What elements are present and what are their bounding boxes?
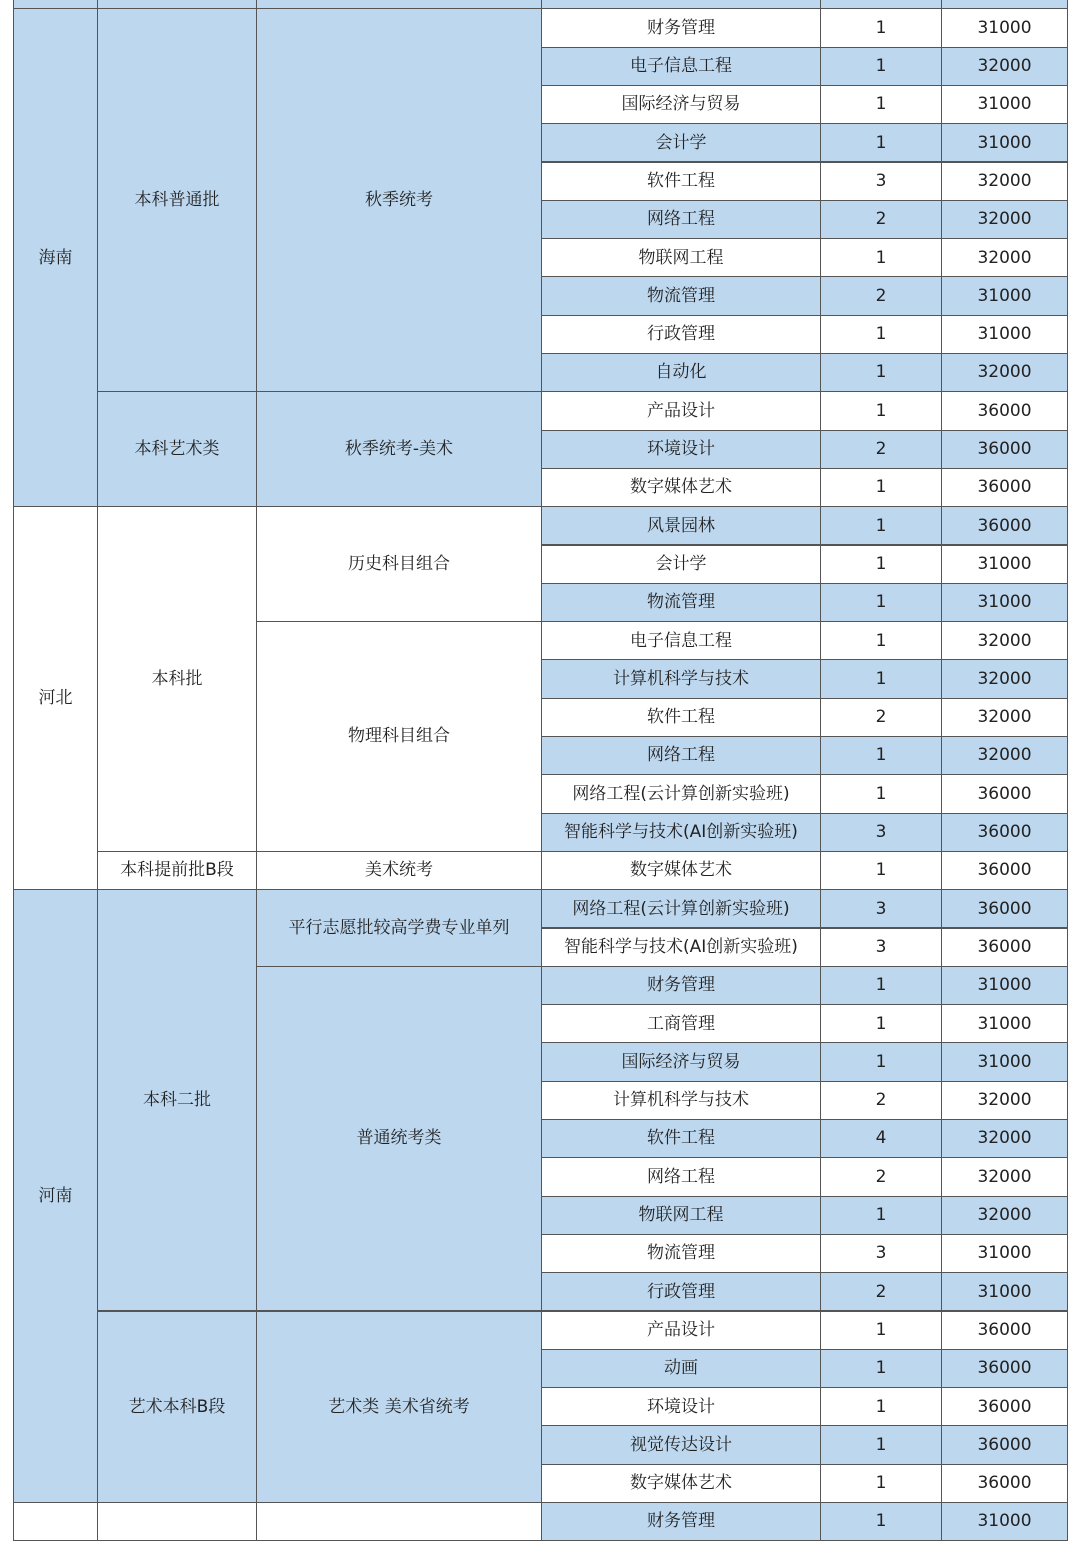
major-cell: 网络工程 xyxy=(541,736,821,775)
category-cell: 艺术类 美术省统考 xyxy=(256,1311,542,1504)
major-cell: 软件工程 xyxy=(541,1119,821,1158)
fee-cell: 31000 xyxy=(941,1272,1068,1311)
major-cell: 行政管理 xyxy=(541,315,821,354)
major-cell: 软件工程 xyxy=(541,162,821,201)
province-cell xyxy=(13,1502,98,1541)
count-cell: 4 xyxy=(820,1119,942,1158)
count-cell: 1 xyxy=(820,391,942,430)
major-cell: 数字媒体艺术 xyxy=(541,468,821,507)
major-cell: 电子信息工程 xyxy=(541,621,821,660)
major-cell: 动画 xyxy=(541,1349,821,1388)
fee-cell: 36000 xyxy=(941,1311,1068,1350)
count-cell: 2 xyxy=(820,698,942,737)
fee-cell: 31000 xyxy=(941,545,1068,584)
count-cell: 1 xyxy=(820,468,942,507)
fee-cell: 36000 xyxy=(941,506,1068,545)
batch-cell: 本科普通批 xyxy=(97,8,257,392)
major-cell: 国际经济与贸易 xyxy=(541,85,821,124)
major-cell: 会计学 xyxy=(541,545,821,584)
fee-cell: 36000 xyxy=(941,774,1068,813)
major-cell: 视觉传达设计 xyxy=(541,1425,821,1464)
fee-cell: 32000 xyxy=(941,353,1068,392)
count-cell: 2 xyxy=(820,1157,942,1196)
category-cell: 历史科目组合 xyxy=(256,506,542,622)
count-cell: 1 xyxy=(820,85,942,124)
major-cell: 产品设计 xyxy=(541,391,821,430)
fee-cell: 32000 xyxy=(941,1119,1068,1158)
fee-cell: 31000 xyxy=(941,583,1068,622)
category-cell xyxy=(256,1502,542,1541)
major-cell: 网络工程 xyxy=(541,1157,821,1196)
batch-cell xyxy=(97,1502,257,1541)
count-cell: 1 xyxy=(820,238,942,277)
count-cell: 1 xyxy=(820,774,942,813)
fee-cell: 36000 xyxy=(941,430,1068,469)
major-cell: 物联网工程 xyxy=(541,1196,821,1235)
major-cell: 物流管理 xyxy=(541,583,821,622)
count-cell: 1 xyxy=(820,8,942,47)
count-cell: 1 xyxy=(820,315,942,354)
fee-cell: 32000 xyxy=(941,1081,1068,1120)
batch-cell: 本科提前批B段 xyxy=(97,851,257,890)
count-cell: 2 xyxy=(820,1081,942,1120)
fee-cell: 36000 xyxy=(941,1464,1068,1503)
major-cell: 智能科学与技术(AI创新实验班) xyxy=(541,928,821,967)
fee-cell: 32000 xyxy=(941,621,1068,660)
fee-cell: 31000 xyxy=(941,1502,1068,1541)
fee-cell: 31000 xyxy=(941,123,1068,162)
major-cell: 网络工程(云计算创新实验班) xyxy=(541,889,821,928)
batch-cell: 艺术本科B段 xyxy=(97,1311,257,1504)
fee-cell: 32000 xyxy=(941,162,1068,201)
count-cell: 1 xyxy=(820,1387,942,1426)
major-cell: 网络工程(云计算创新实验班) xyxy=(541,774,821,813)
count-cell: 2 xyxy=(820,1272,942,1311)
major-cell: 财务管理 xyxy=(541,966,821,1005)
fee-cell: 32000 xyxy=(941,1157,1068,1196)
count-cell: 3 xyxy=(820,813,942,852)
fee-cell: 31000 xyxy=(941,315,1068,354)
count-cell: 1 xyxy=(820,545,942,584)
count-cell: 1 xyxy=(820,583,942,622)
count-cell: 1 xyxy=(820,1004,942,1043)
major-cell: 自动化 xyxy=(541,353,821,392)
batch-cell: 本科批 xyxy=(97,506,257,852)
major-cell: 数字媒体艺术 xyxy=(541,851,821,890)
major-cell: 产品设计 xyxy=(541,1311,821,1350)
major-cell: 网络工程 xyxy=(541,200,821,239)
fee-cell: 32000 xyxy=(941,1196,1068,1235)
count-cell: 1 xyxy=(820,966,942,1005)
major-cell: 风景园林 xyxy=(541,506,821,545)
fee-cell: 36000 xyxy=(941,928,1068,967)
province-cell: 河北 xyxy=(13,506,98,890)
major-cell: 数字媒体艺术 xyxy=(541,1464,821,1503)
province-cell: 河南 xyxy=(13,889,98,1503)
count-cell: 1 xyxy=(820,1502,942,1541)
major-cell: 计算机科学与技术 xyxy=(541,659,821,698)
category-cell: 秋季统考-美术 xyxy=(256,391,542,507)
count-cell: 1 xyxy=(820,621,942,660)
major-cell: 物流管理 xyxy=(541,1234,821,1273)
fee-cell: 31000 xyxy=(941,966,1068,1005)
fee-cell: 36000 xyxy=(941,813,1068,852)
fee-cell: 32000 xyxy=(941,238,1068,277)
count-cell: 1 xyxy=(820,1196,942,1235)
category-cell: 美术统考 xyxy=(256,851,542,890)
fee-cell: 32000 xyxy=(941,47,1068,86)
fee-cell: 32000 xyxy=(941,736,1068,775)
fee-cell: 36000 xyxy=(941,391,1068,430)
major-cell: 国际经济与贸易 xyxy=(541,1042,821,1081)
batch-cell: 本科艺术类 xyxy=(97,391,257,507)
fee-cell: 36000 xyxy=(941,1349,1068,1388)
fee-cell: 31000 xyxy=(941,85,1068,124)
major-cell: 财务管理 xyxy=(541,1502,821,1541)
fee-cell: 36000 xyxy=(941,889,1068,928)
major-cell: 电子信息工程 xyxy=(541,47,821,86)
major-cell: 软件工程 xyxy=(541,698,821,737)
major-cell: 智能科学与技术(AI创新实验班) xyxy=(541,813,821,852)
major-cell: 物流管理 xyxy=(541,276,821,315)
count-cell: 3 xyxy=(820,889,942,928)
fee-cell: 36000 xyxy=(941,851,1068,890)
count-cell: 2 xyxy=(820,430,942,469)
fee-cell: 32000 xyxy=(941,698,1068,737)
major-cell: 环境设计 xyxy=(541,430,821,469)
fee-cell: 36000 xyxy=(941,1387,1068,1426)
batch-cell: 本科二批 xyxy=(97,889,257,1311)
count-cell: 1 xyxy=(820,123,942,162)
fee-cell: 31000 xyxy=(941,1042,1068,1081)
province-cell: 海南 xyxy=(13,8,98,507)
count-cell: 1 xyxy=(820,1349,942,1388)
count-cell: 2 xyxy=(820,200,942,239)
count-cell: 3 xyxy=(820,928,942,967)
fee-cell: 32000 xyxy=(941,659,1068,698)
count-cell: 2 xyxy=(820,276,942,315)
fee-cell: 32000 xyxy=(941,200,1068,239)
fee-cell: 36000 xyxy=(941,468,1068,507)
fee-cell: 31000 xyxy=(941,8,1068,47)
fee-cell: 31000 xyxy=(941,1234,1068,1273)
fee-cell: 31000 xyxy=(941,276,1068,315)
count-cell: 1 xyxy=(820,851,942,890)
major-cell: 计算机科学与技术 xyxy=(541,1081,821,1120)
category-cell: 普通统考类 xyxy=(256,966,542,1312)
count-cell: 1 xyxy=(820,1042,942,1081)
major-cell: 行政管理 xyxy=(541,1272,821,1311)
category-cell: 物理科目组合 xyxy=(256,621,542,852)
count-cell: 1 xyxy=(820,736,942,775)
count-cell: 1 xyxy=(820,47,942,86)
fee-cell: 36000 xyxy=(941,1425,1068,1464)
count-cell: 1 xyxy=(820,659,942,698)
fee-cell: 31000 xyxy=(941,1004,1068,1043)
category-cell: 平行志愿批较高学费专业单列 xyxy=(256,889,542,967)
major-cell: 环境设计 xyxy=(541,1387,821,1426)
count-cell: 1 xyxy=(820,1425,942,1464)
category-cell: 秋季统考 xyxy=(256,8,542,392)
major-cell: 会计学 xyxy=(541,123,821,162)
count-cell: 3 xyxy=(820,1234,942,1273)
major-cell: 财务管理 xyxy=(541,8,821,47)
count-cell: 1 xyxy=(820,1464,942,1503)
major-cell: 工商管理 xyxy=(541,1004,821,1043)
count-cell: 1 xyxy=(820,1311,942,1350)
count-cell: 3 xyxy=(820,162,942,201)
count-cell: 1 xyxy=(820,353,942,392)
count-cell: 1 xyxy=(820,506,942,545)
major-cell: 物联网工程 xyxy=(541,238,821,277)
